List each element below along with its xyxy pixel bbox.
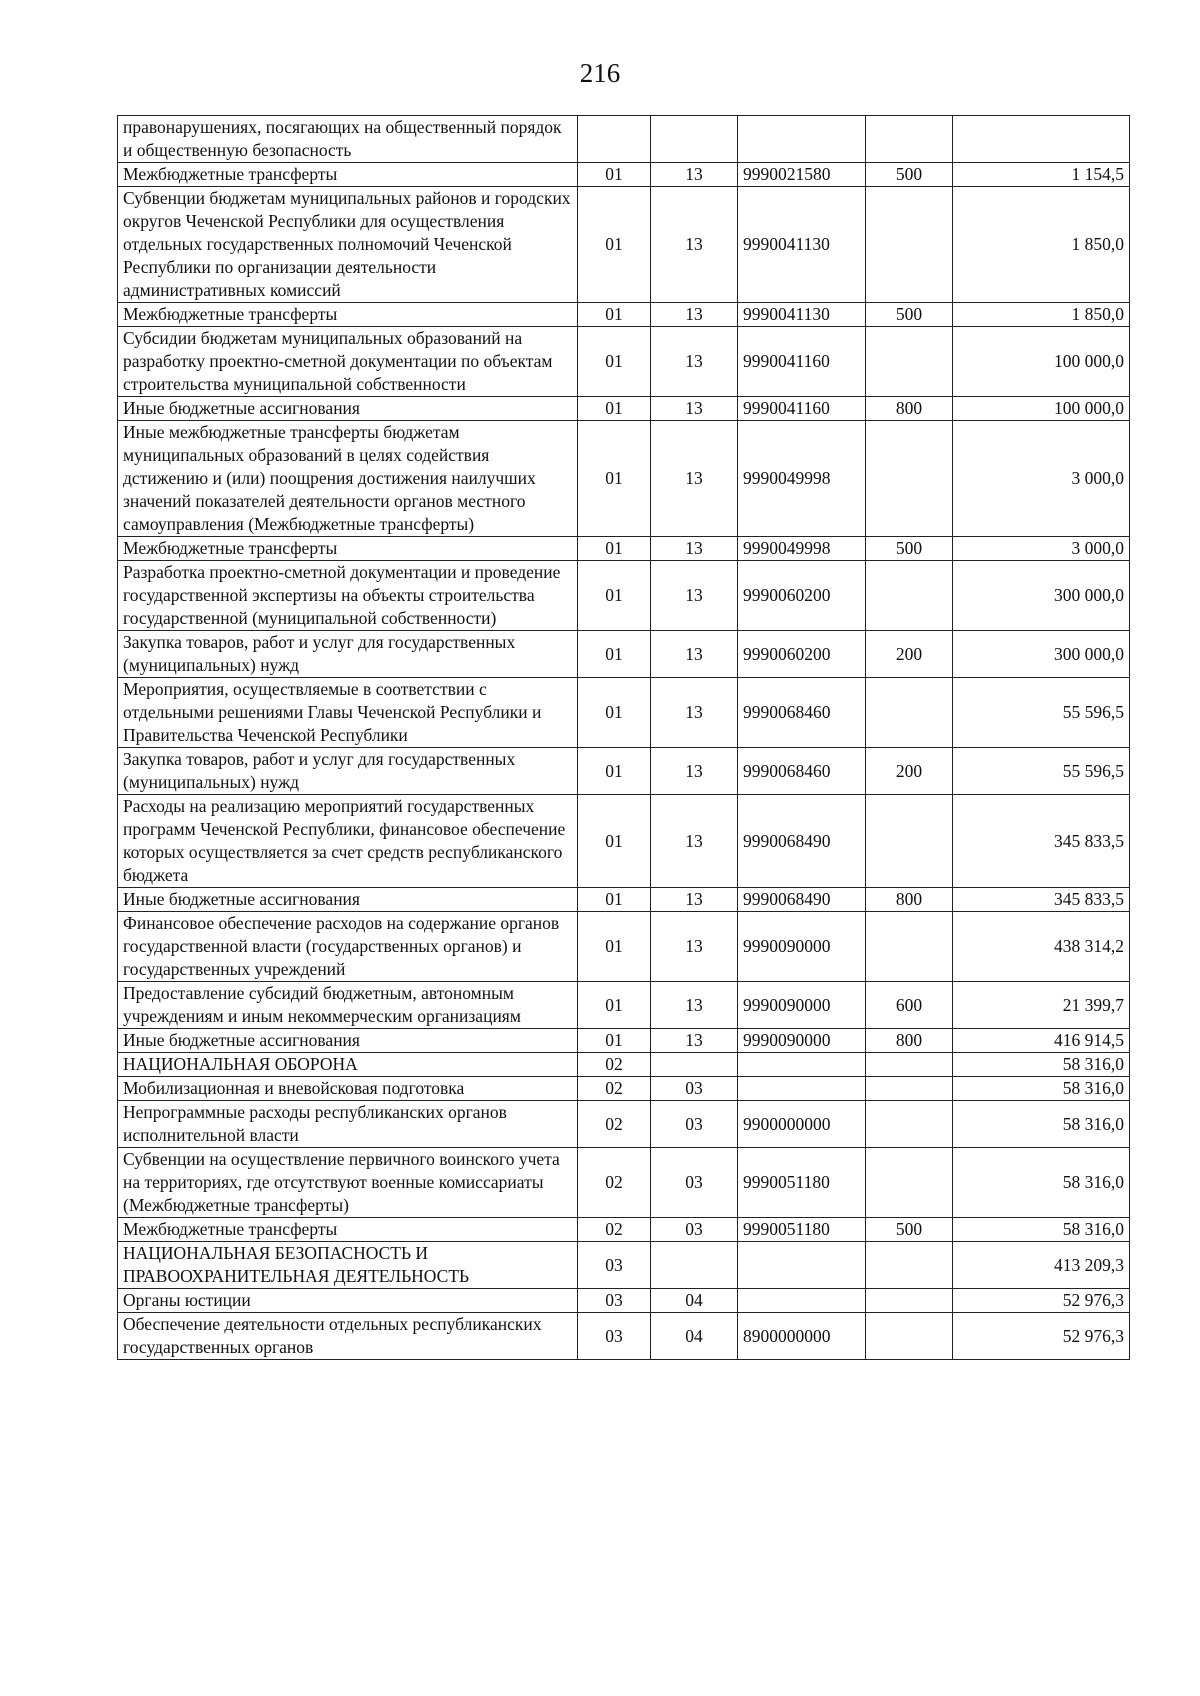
row-name: Субвенции бюджетам муниципальных районов и городских округов Чеченской Республики для осуществления отдельных государственных полномочий Чеченской Республики по организации деятельности административных комиссий xyxy=(118,187,578,303)
row-amount: 300 000,0 xyxy=(953,561,1130,631)
row-subsection: 03 xyxy=(651,1101,738,1148)
row-subsection xyxy=(651,1242,738,1289)
row-section: 01 xyxy=(578,163,651,187)
row-target-article: 9990041130 xyxy=(738,187,866,303)
row-subsection: 13 xyxy=(651,678,738,748)
row-target-article xyxy=(738,116,866,163)
row-target-article: 9990021580 xyxy=(738,163,866,187)
row-name: Межбюджетные трансферты xyxy=(118,303,578,327)
row-amount: 58 316,0 xyxy=(953,1101,1130,1148)
table-row xyxy=(118,1077,1130,1101)
row-section: 03 xyxy=(578,1242,651,1289)
row-subsection: 13 xyxy=(651,421,738,537)
row-section: 01 xyxy=(578,303,651,327)
table-row xyxy=(118,1313,1130,1360)
row-target-article xyxy=(738,1053,866,1077)
row-expense-type xyxy=(866,678,953,748)
row-expense-type: 600 xyxy=(866,982,953,1029)
row-subsection xyxy=(651,116,738,163)
row-amount: 100 000,0 xyxy=(953,397,1130,421)
row-target-article: 9990041130 xyxy=(738,303,866,327)
row-target-article: 9990041160 xyxy=(738,327,866,397)
row-amount: 413 209,3 xyxy=(953,1242,1130,1289)
row-expense-type xyxy=(866,1242,953,1289)
row-target-article: 9990090000 xyxy=(738,1029,866,1053)
row-target-article: 9990068490 xyxy=(738,888,866,912)
row-section: 01 xyxy=(578,631,651,678)
row-subsection: 13 xyxy=(651,303,738,327)
row-subsection: 13 xyxy=(651,561,738,631)
row-name: Расходы на реализацию мероприятий государственных программ Чеченской Республики, финансовое обеспечение которых осуществляется за счет средств республиканского бюджета xyxy=(118,795,578,888)
row-target-article: 9990068460 xyxy=(738,748,866,795)
row-target-article: 9990060200 xyxy=(738,631,866,678)
row-expense-type: 500 xyxy=(866,1218,953,1242)
row-amount: 58 316,0 xyxy=(953,1218,1130,1242)
row-subsection: 13 xyxy=(651,748,738,795)
row-section: 01 xyxy=(578,421,651,537)
table-row xyxy=(118,116,1130,163)
row-name: правонарушениях, посягающих на общественный порядок и общественную безопасность xyxy=(118,116,578,163)
row-target-article: 9990068460 xyxy=(738,678,866,748)
row-subsection: 13 xyxy=(651,888,738,912)
row-amount: 52 976,3 xyxy=(953,1313,1130,1360)
row-target-article xyxy=(738,1289,866,1313)
row-section: 02 xyxy=(578,1053,651,1077)
row-amount: 345 833,5 xyxy=(953,888,1130,912)
row-section: 01 xyxy=(578,795,651,888)
row-amount: 21 399,7 xyxy=(953,982,1130,1029)
table-row xyxy=(118,631,1130,678)
table-row xyxy=(118,163,1130,187)
row-amount: 52 976,3 xyxy=(953,1289,1130,1313)
row-expense-type: 200 xyxy=(866,748,953,795)
row-name: Финансовое обеспечение расходов на содержание органов государственной власти (государственных органов) и государственных учреждений xyxy=(118,912,578,982)
row-section: 01 xyxy=(578,1029,651,1053)
row-name: Мобилизационная и вневойсковая подготовка xyxy=(118,1077,578,1101)
row-section: 02 xyxy=(578,1148,651,1218)
row-target-article: 9900000000 xyxy=(738,1101,866,1148)
row-expense-type xyxy=(866,1077,953,1101)
row-subsection: 13 xyxy=(651,912,738,982)
row-subsection: 13 xyxy=(651,982,738,1029)
row-amount: 55 596,5 xyxy=(953,748,1130,795)
row-amount: 1 850,0 xyxy=(953,187,1130,303)
row-amount xyxy=(953,116,1130,163)
row-name: Субсидии бюджетам муниципальных образований на разработку проектно-сметной документации по объектам строительства муниципальной собственности xyxy=(118,327,578,397)
row-expense-type xyxy=(866,561,953,631)
row-section: 01 xyxy=(578,982,651,1029)
row-subsection: 13 xyxy=(651,537,738,561)
row-name: Межбюджетные трансферты xyxy=(118,163,578,187)
row-subsection: 03 xyxy=(651,1218,738,1242)
row-section: 01 xyxy=(578,537,651,561)
row-target-article: 9990049998 xyxy=(738,537,866,561)
row-name: Закупка товаров, работ и услуг для государственных (муниципальных) нужд xyxy=(118,631,578,678)
row-expense-type: 500 xyxy=(866,303,953,327)
row-expense-type: 200 xyxy=(866,631,953,678)
row-target-article: 9990041160 xyxy=(738,397,866,421)
row-name: Разработка проектно-сметной документации и проведение государственной экспертизы на объекты строительства государственной (муниципальной собственности) xyxy=(118,561,578,631)
row-amount: 58 316,0 xyxy=(953,1148,1130,1218)
row-section: 02 xyxy=(578,1218,651,1242)
row-target-article: 9990051180 xyxy=(738,1148,866,1218)
row-name: Межбюджетные трансферты xyxy=(118,1218,578,1242)
row-section: 03 xyxy=(578,1289,651,1313)
table-row xyxy=(118,982,1130,1029)
table-row xyxy=(118,1053,1130,1077)
row-subsection: 13 xyxy=(651,163,738,187)
budget-table-body xyxy=(118,116,1130,1360)
row-amount: 345 833,5 xyxy=(953,795,1130,888)
row-amount: 55 596,5 xyxy=(953,678,1130,748)
row-target-article: 9990068490 xyxy=(738,795,866,888)
table-row xyxy=(118,561,1130,631)
row-amount: 3 000,0 xyxy=(953,537,1130,561)
table-row xyxy=(118,748,1130,795)
row-name: Органы юстиции xyxy=(118,1289,578,1313)
table-row xyxy=(118,1029,1130,1053)
row-subsection: 13 xyxy=(651,397,738,421)
row-expense-type xyxy=(866,421,953,537)
row-target-article: 9990090000 xyxy=(738,912,866,982)
row-subsection: 03 xyxy=(651,1077,738,1101)
table-row xyxy=(118,537,1130,561)
row-target-article: 9990049998 xyxy=(738,421,866,537)
row-amount: 100 000,0 xyxy=(953,327,1130,397)
row-name: НАЦИОНАЛЬНАЯ ОБОРОНА xyxy=(118,1053,578,1077)
row-subsection: 13 xyxy=(651,631,738,678)
row-target-article: 9990051180 xyxy=(738,1218,866,1242)
row-section: 01 xyxy=(578,397,651,421)
row-target-article: 9990060200 xyxy=(738,561,866,631)
row-target-article: 8900000000 xyxy=(738,1313,866,1360)
row-name: Иные бюджетные ассигнования xyxy=(118,397,578,421)
table-row xyxy=(118,888,1130,912)
row-expense-type: 800 xyxy=(866,397,953,421)
row-amount: 1 154,5 xyxy=(953,163,1130,187)
row-section: 01 xyxy=(578,748,651,795)
table-row xyxy=(118,421,1130,537)
row-expense-type: 500 xyxy=(866,537,953,561)
row-name: Закупка товаров, работ и услуг для государственных (муниципальных) нужд xyxy=(118,748,578,795)
row-expense-type xyxy=(866,1289,953,1313)
row-section: 01 xyxy=(578,561,651,631)
row-name: Непрограммные расходы республиканских органов исполнительной власти xyxy=(118,1101,578,1148)
table-row xyxy=(118,1101,1130,1148)
row-expense-type xyxy=(866,795,953,888)
table-row xyxy=(118,187,1130,303)
row-section: 01 xyxy=(578,187,651,303)
table-row xyxy=(118,795,1130,888)
row-name: Субвенции на осуществление первичного воинского учета на территориях, где отсутствуют военные комиссариаты (Межбюджетные трансферты) xyxy=(118,1148,578,1218)
row-section: 01 xyxy=(578,327,651,397)
row-expense-type xyxy=(866,912,953,982)
row-expense-type xyxy=(866,187,953,303)
row-name: Иные бюджетные ассигнования xyxy=(118,1029,578,1053)
row-name: Обеспечение деятельности отдельных республиканских государственных органов xyxy=(118,1313,578,1360)
table-row xyxy=(118,1242,1130,1289)
page-number: 216 xyxy=(579,58,621,88)
row-subsection: 04 xyxy=(651,1313,738,1360)
row-section: 03 xyxy=(578,1313,651,1360)
row-expense-type xyxy=(866,1053,953,1077)
row-expense-type xyxy=(866,327,953,397)
row-expense-type: 800 xyxy=(866,1029,953,1053)
row-section xyxy=(578,116,651,163)
row-subsection xyxy=(651,1053,738,1077)
table-row xyxy=(118,912,1130,982)
row-subsection: 13 xyxy=(651,187,738,303)
table-row xyxy=(118,397,1130,421)
row-expense-type: 800 xyxy=(866,888,953,912)
row-amount: 58 316,0 xyxy=(953,1053,1130,1077)
row-target-article: 9990090000 xyxy=(738,982,866,1029)
row-target-article xyxy=(738,1242,866,1289)
row-expense-type: 500 xyxy=(866,163,953,187)
row-name: Предоставление субсидий бюджетным, автономным учреждениям и иным некоммерческим организациям xyxy=(118,982,578,1029)
row-expense-type xyxy=(866,1148,953,1218)
row-subsection: 13 xyxy=(651,795,738,888)
row-name: Мероприятия, осуществляемые в соответствии с отдельными решениями Главы Чеченской Республики и Правительства Чеченской Республики xyxy=(118,678,578,748)
table-row xyxy=(118,303,1130,327)
row-name: Иные межбюджетные трансферты бюджетам муниципальных образований в целях содействия дстижению и (или) поощрения достижения наилучших значений показателей деятельности органов местного самоуправления (Межбюджетные трансферты) xyxy=(118,421,578,537)
row-subsection: 13 xyxy=(651,1029,738,1053)
row-subsection: 04 xyxy=(651,1289,738,1313)
row-target-article xyxy=(738,1077,866,1101)
row-name: Межбюджетные трансферты xyxy=(118,537,578,561)
row-section: 01 xyxy=(578,888,651,912)
row-amount: 438 314,2 xyxy=(953,912,1130,982)
row-expense-type xyxy=(866,1101,953,1148)
row-subsection: 03 xyxy=(651,1148,738,1218)
table-row xyxy=(118,327,1130,397)
row-expense-type xyxy=(866,1313,953,1360)
row-amount: 300 000,0 xyxy=(953,631,1130,678)
row-amount: 3 000,0 xyxy=(953,421,1130,537)
row-section: 02 xyxy=(578,1101,651,1148)
row-subsection: 13 xyxy=(651,327,738,397)
table-row xyxy=(118,1289,1130,1313)
budget-table xyxy=(117,115,1130,1360)
row-amount: 416 914,5 xyxy=(953,1029,1130,1053)
table-row xyxy=(118,1218,1130,1242)
row-amount: 58 316,0 xyxy=(953,1077,1130,1101)
row-name: НАЦИОНАЛЬНАЯ БЕЗОПАСНОСТЬ И ПРАВООХРАНИТЕЛЬНАЯ ДЕЯТЕЛЬНОСТЬ xyxy=(118,1242,578,1289)
table-row xyxy=(118,678,1130,748)
row-name: Иные бюджетные ассигнования xyxy=(118,888,578,912)
row-expense-type xyxy=(866,116,953,163)
row-amount: 1 850,0 xyxy=(953,303,1130,327)
row-section: 01 xyxy=(578,678,651,748)
table-row xyxy=(118,1148,1130,1218)
row-section: 02 xyxy=(578,1077,651,1101)
row-section: 01 xyxy=(578,912,651,982)
